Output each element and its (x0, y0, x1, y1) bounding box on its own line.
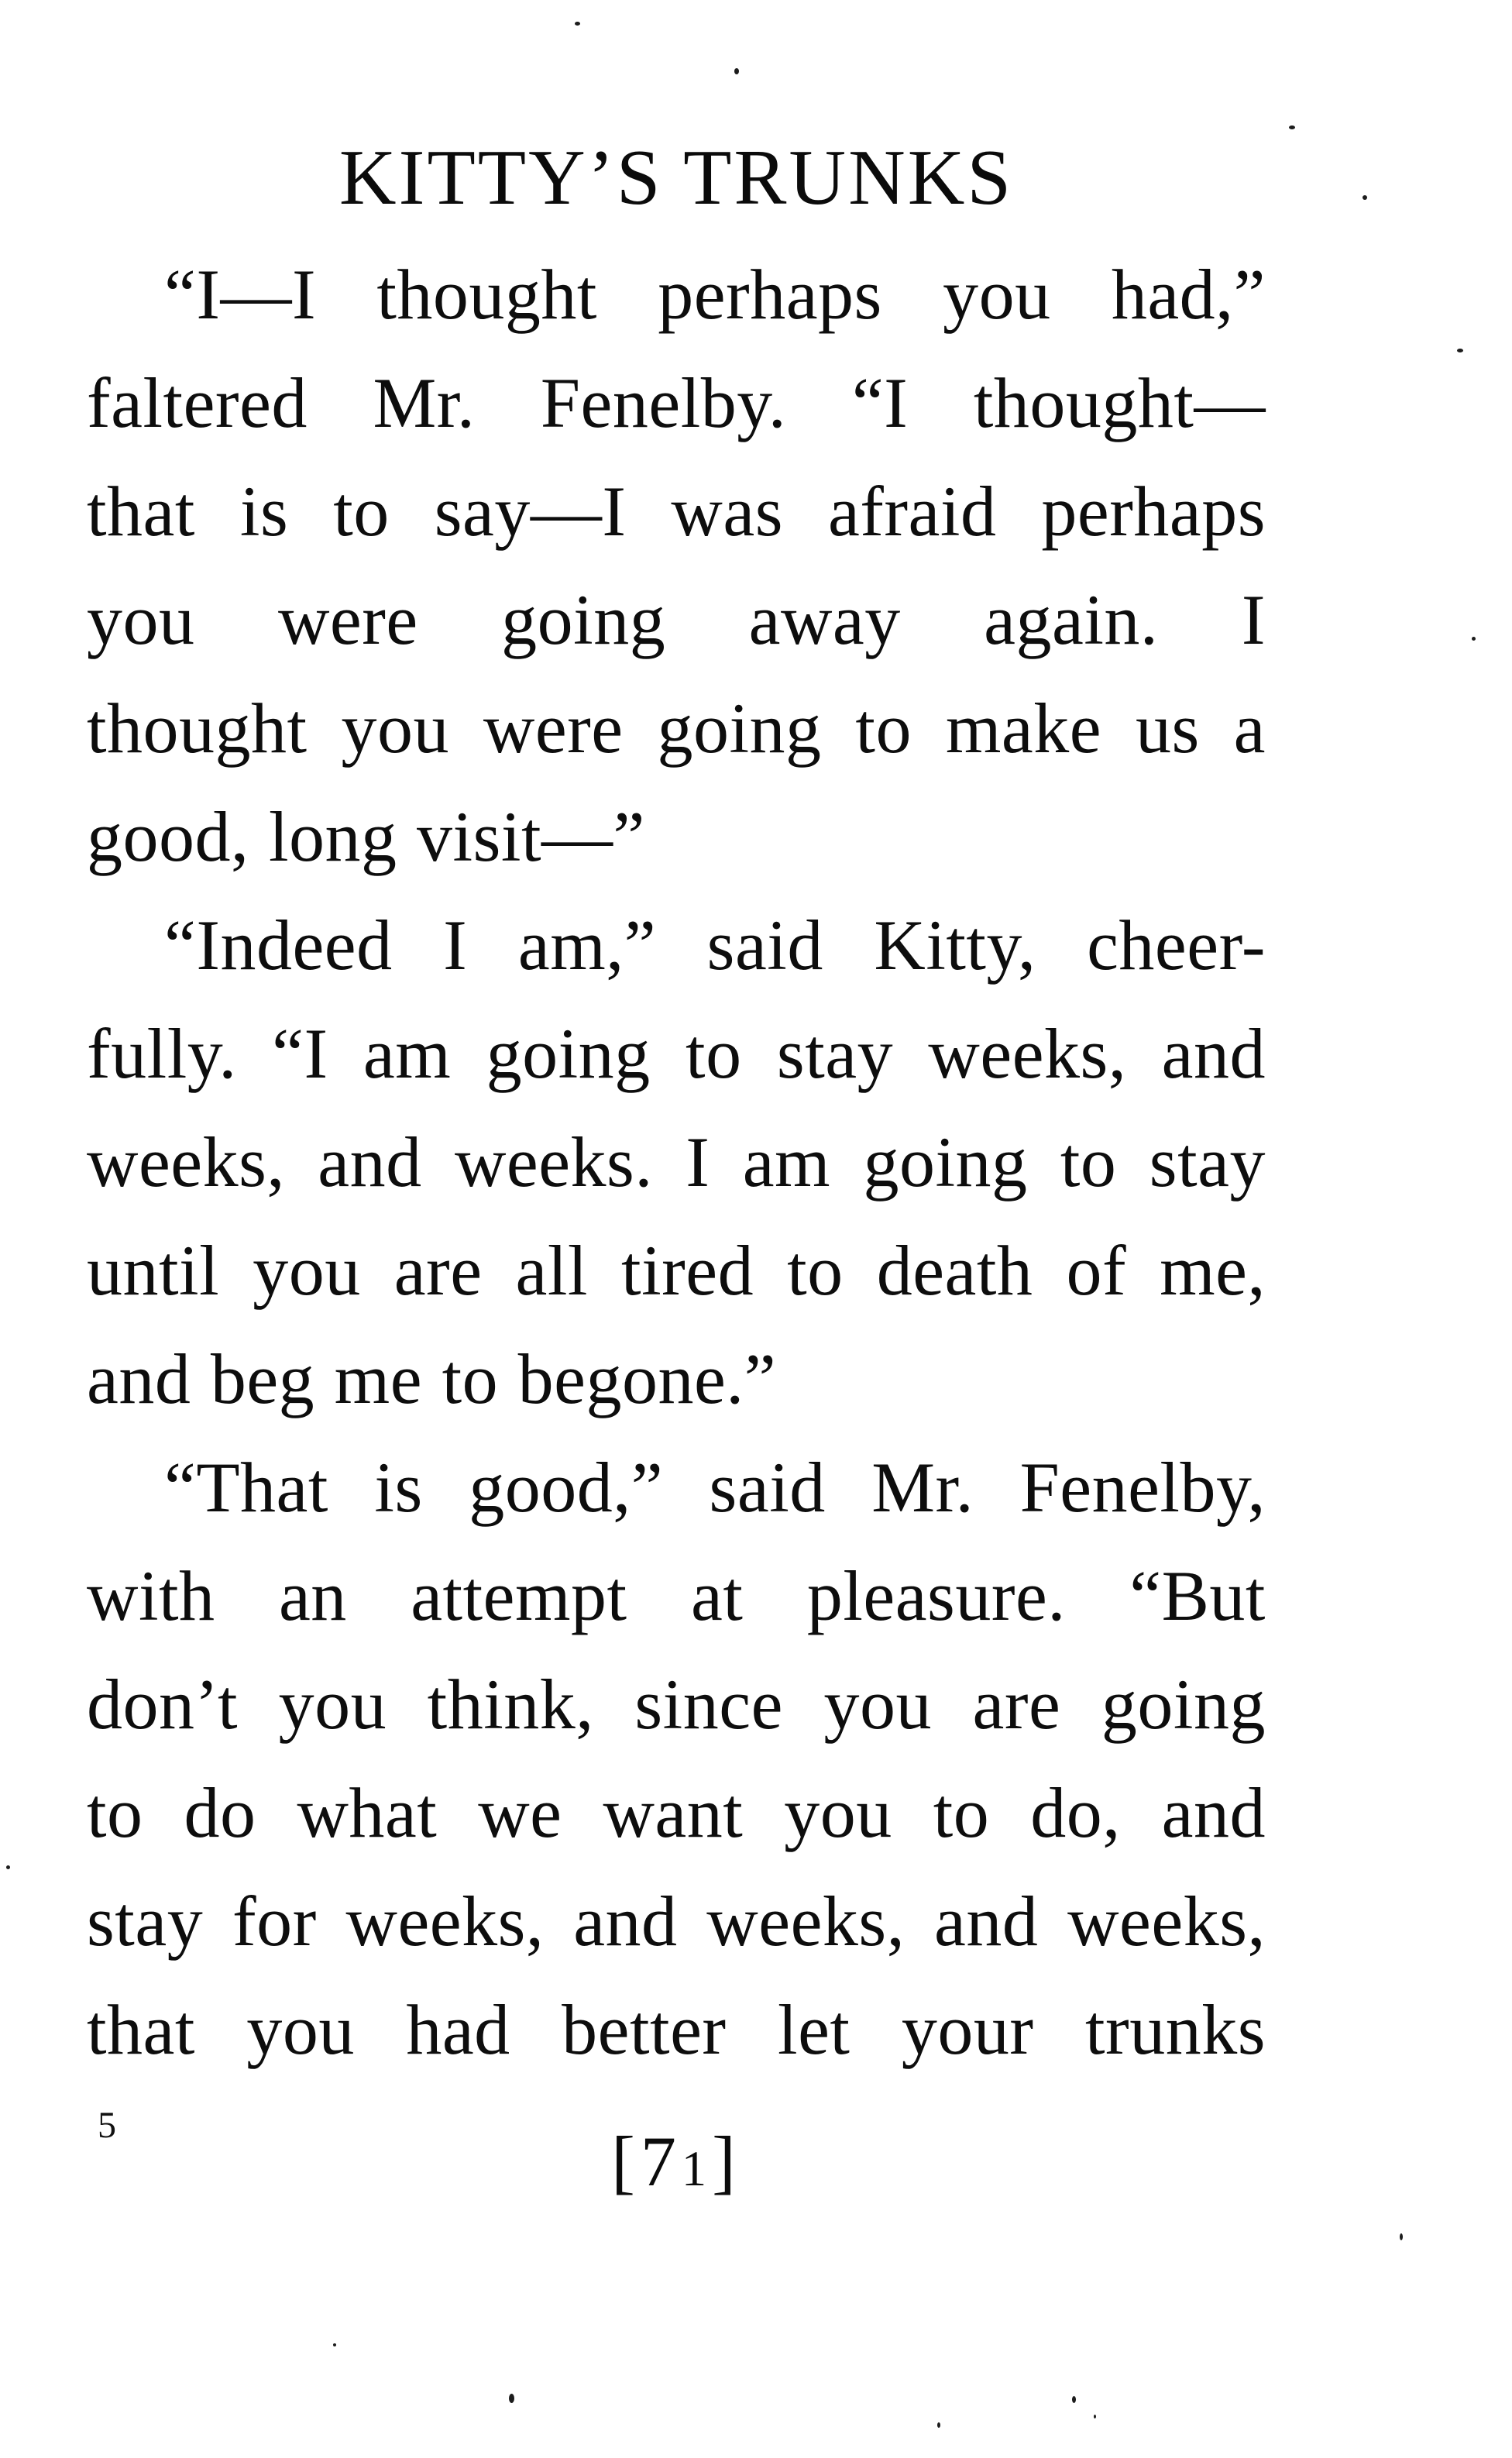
page-number (87, 2115, 1266, 2216)
scan-speck (1457, 349, 1463, 352)
text-block (87, 240, 1266, 2084)
scan-speck (1400, 2233, 1403, 2240)
paragraph (87, 240, 1266, 891)
text-line: stay for weeks, and weeks, and weeks, (87, 1882, 1266, 1961)
scan-speck (333, 2343, 336, 2346)
scan-speck (937, 2422, 940, 2428)
signature-mark: 5 (98, 2105, 116, 2146)
text-line: with an attempt at pleasure. “But (87, 1556, 1266, 1635)
page-number-bracket-right: ] (712, 2122, 741, 2201)
scan-speck (1363, 195, 1367, 200)
text-line: thought you were going to make us a (87, 689, 1266, 768)
page-number-digit-7: 7 (640, 2122, 682, 2201)
text-line: don’t you think, since you are going (87, 1665, 1266, 1744)
text-line: you were going away again. I (87, 580, 1266, 659)
scan-speck (734, 68, 739, 74)
text-line: weeks, and weeks. I am going to stay (87, 1122, 1266, 1201)
text-line: good, long visit—” (87, 797, 645, 876)
scan-speck (575, 22, 580, 26)
scan-speck (1289, 125, 1295, 129)
scan-speck (1472, 637, 1476, 641)
text-line: “Indeed I am,” said Kitty, cheer- (164, 906, 1266, 985)
scan-speck (1072, 2396, 1076, 2403)
text-line: to do what we want you to do, and (87, 1773, 1266, 1852)
page-footer (87, 2105, 1266, 2239)
text-line: “That is good,” said Mr. Fenelby, (164, 1448, 1266, 1527)
text-line: fully. “I am going to stay weeks, and (87, 1014, 1266, 1093)
page-number-bracket-left: [ (611, 2122, 641, 2201)
page-number-digit-1: 1 (681, 2141, 713, 2196)
scan-speck (6, 1865, 10, 1869)
text-line: until you are all tired to death of me, (87, 1231, 1266, 1310)
text-line: that is to say—I was afraid perhaps (87, 472, 1266, 551)
page-title: KITTY’S TRUNKS (338, 134, 1014, 222)
text-line: and beg me to begone.” (87, 1339, 777, 1418)
scan-speck (1094, 2415, 1096, 2418)
text-line: faltered Mr. Fenelby. “I thought— (87, 363, 1266, 442)
text-line: “I—I thought perhaps you had,” (164, 255, 1266, 334)
paragraph (87, 1433, 1266, 2084)
text-line: that you had better let your trunks (87, 1990, 1266, 2069)
paragraph (87, 891, 1266, 1433)
scan-speck (509, 2394, 514, 2403)
